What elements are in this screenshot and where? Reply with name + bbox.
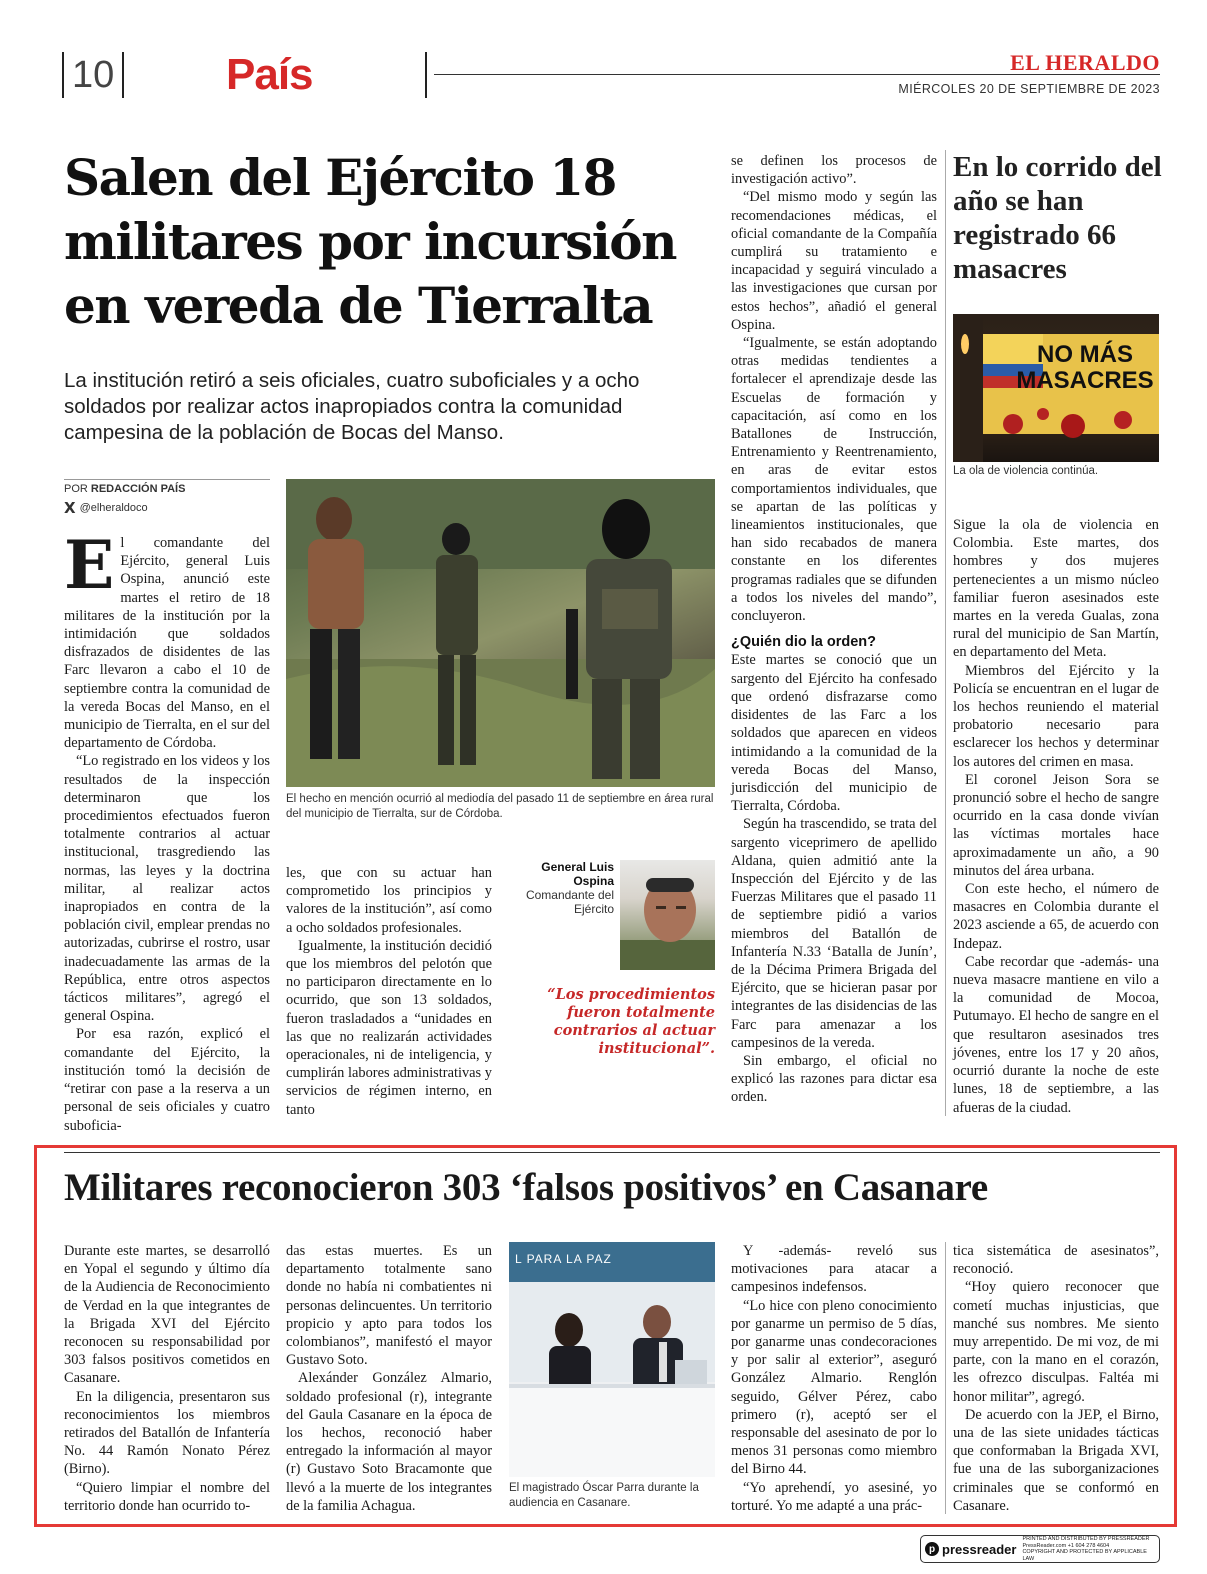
pressreader-notice	[1022, 1536, 1155, 1562]
paragraph: Cabe recordar que -además- una nueva masacre mantiene en vilo a la comunidad de Mocoa, Putumayo. El hecho de sangre en el que resultaron asesinados tres jóvenes, entre los 17 y 20 años, ocurrió durante la noche de este lunes, 18 de septiembre, a las afueras de la ciudad.	[953, 953, 1159, 1116]
pressreader-line-3: COPYRIGHT AND PROTECTED BY APPLICABLE LAW	[1022, 1549, 1147, 1562]
sign-line-1: NO MÁS	[1037, 341, 1133, 368]
second-article-rule	[64, 1152, 1160, 1153]
paragraph: Igualmente, la institución decidió que los miembros del pelotón que no participaron directamente en lo ocurrido, que son 13 soldados, fueron trasladados a “unidades en las que no realizarán actividades operacionales, ni de inteligencia, y cumplirán labores administrativas y servicios de régimen interno, en tanto	[286, 937, 492, 1118]
paragraph: Según ha trascendido, se trata del sargento viceprimero de apellido Aldana, quien admitió ante la Inspección del Ejército y de las Fuerzas Militares que el pasado 11 de septiembre pidió a varios miembros del Batallón de Infantería N.33 ‘Batalla de Junín’, de la Décima Primera Brigada del Ejército, que se hicieran pasar por integrantes de las disidencias de las Farc para amenazar a los campesinos de la vereda.	[731, 816, 937, 1051]
second-col-4	[953, 1242, 1159, 1517]
main-col-3	[731, 152, 937, 1124]
pressreader-brand: pressreader	[942, 1541, 1017, 1557]
paragraph: l comandante del Ejército, general Luis Ospina, anunció este martes el retiro de 18 militares de la institución por la intimidación que soldados disfrazados de disidentes de las Farc llevaron a cabo el 10 de septiembre contra la comunidad de la vereda Bocas del Manso, en el municipio de Tierralta, en el sur del departamento de Córdoba.	[64, 535, 270, 752]
page-number: 10	[62, 52, 124, 98]
sign-line-2: MASACRES	[1016, 367, 1154, 394]
sidebar-body	[953, 516, 1159, 1122]
paragraph: Este martes se conoció que un sargento del Ejército ha confesado que ordenó disfrazarse como disidentes de las Farc a los soldados que aparecen en videos intimidando a la comunidad de la vereda Bocas del Manso, jurisdicción del municipio de Tierralta, Córdoba.	[731, 652, 937, 815]
paragraph: “Yo aprehendí, yo asesiné, yo torturé. Yo me adapté a una prác-	[731, 1479, 937, 1514]
pressreader-badge[interactable]	[920, 1535, 1160, 1563]
paragraph: “Igualmente, se están adoptando otras medidas tendientes a fortalecer el aprendizaje desde las Escuelas de formación y capacitación, así como en los Batallones de Instrucción, Entrenamiento y Reentrenamiento, en aras de evitar estos comportamientos individuales, que se apartan de las políticas y lineamientos institucionales, que han sido recabados de manera constante en los diferentes programas radiales que se difunden a todos los niveles del mando”, concluyeron.	[731, 335, 937, 625]
section-title: País	[226, 50, 313, 99]
portrait-name: General Luis Ospina	[541, 860, 614, 888]
subtitle-question: ¿Quién dio la orden?	[731, 634, 876, 651]
pressreader-line-2: PressReader.com +1 604 278 4604	[1022, 1542, 1110, 1549]
hearing-photo-caption: El magistrado Óscar Parra durante la audiencia en Casanare.	[509, 1482, 699, 1509]
byline	[64, 483, 185, 495]
paragraph: Alexánder González Almario, soldado profesional (r), integrante del Gaula Casanare en la época de los hechos, reconoció haber entregado la información al mayor (r) Gustavo Soto Bracamonte que llevó a la muerte de los integrantes de la familia Achagua.	[286, 1370, 492, 1514]
paragraph: “Hoy quiero reconocer que cometí muchas injusticias, que manché sus nombres. Me siento muy arrepentido. De mi voz, de mi parte, con la mano en el corazón, les ofrezco disculpas. Faltéa mi honor militar”, agregó.	[953, 1279, 1159, 1405]
soldiers-photo	[286, 479, 715, 787]
paragraph: tica sistemática de asesinatos”, reconoció.	[953, 1243, 1159, 1278]
pressreader-logo	[925, 1542, 1016, 1557]
portrait-role: Comandante del Ejército	[525, 888, 614, 916]
sidebar-divider	[945, 150, 946, 1116]
second-col-3	[731, 1242, 937, 1517]
pressreader-line-1: PRINTED AND DISTRIBUTED BY PRESSREADER	[1022, 1536, 1150, 1542]
issue-date: MIÉRCOLES 20 DE SEPTIEMBRE DE 2023	[898, 82, 1160, 96]
social-handle[interactable]	[64, 499, 148, 517]
handle-text: @elheraldoco	[79, 502, 148, 514]
paragraph: “Lo hice con pleno conocimiento por ganarme un permiso de 5 días, por ganarme unas condecoraciones y por salir al exterior”, aseguró González Almario. Renglón seguido, Gélver Pérez, cabo primero (r), aceptó ser el responsable del asesinato de por lo menos 31 personas como miembro del Birno 44.	[731, 1297, 937, 1478]
main-headline: Salen del Ejército 18 militares por incursión en vereda de Tierralta	[64, 148, 676, 335]
soldiers-photo-caption: El hecho en mención ocurrió al mediodía del pasado 11 de septiembre en área rural del municipio de Tierralta, sur de Córdoba.	[286, 793, 714, 820]
hearing-photo	[509, 1242, 715, 1477]
paragraph: Miembros del Ejército y la Policía se encuentran en el lugar de los hechos reuniendo el material probatorio necesario para esclarecer los hechos y determinar los autores del crimen en masa.	[953, 662, 1159, 770]
paragraph: “Del mismo modo y según las recomendaciones médicas, el oficial comandante de la Compañía cumplirá su tratamiento e incapacidad y seguirá vinculado a las investigaciones que cursan por estos hechos”, añadió el general Ospina.	[731, 189, 937, 333]
general-portrait	[620, 860, 715, 970]
x-logo-icon: X	[64, 499, 76, 517]
dropcap: E	[64, 526, 115, 604]
pressreader-icon: p	[925, 1542, 939, 1556]
paragraph: Sin embargo, el oficial no explicó las razones para dictar esa orden.	[731, 1052, 937, 1106]
main-col-2	[286, 864, 492, 1124]
paragraph: les, que con su actuar han comprometido los principios y valores de la institución”, así como a ocho soldados profesionales.	[286, 865, 492, 936]
paragraph: Durante este martes, se desarrolló en Yopal el segundo y último día de la Audiencia de Reconocimiento de Verdad en la que integrantes de la Brigada XVI del Ejército reconocen su responsabilidad por 303 falsos positivos cometidos en Casanare.	[64, 1243, 270, 1387]
second-col-2	[286, 1242, 492, 1517]
paragraph: se definen los procesos de investigación activo”.	[731, 153, 937, 188]
protest-photo-caption: La ola de violencia continúa.	[953, 465, 1099, 477]
paragraph: Con este hecho, el número de masacres en Colombia durante el 2023 asciende a 65, de acuerdo con Indepaz.	[953, 881, 1159, 952]
second-col-1	[64, 1242, 270, 1517]
main-col-1	[64, 526, 270, 1134]
protest-photo	[953, 314, 1159, 462]
masthead: EL HERALDO	[1010, 50, 1160, 75]
paragraph: En la diligencia, presentaron sus reconocimientos los miembros retirados del Batallón de Infantería No. 44 Ramón Nonato Pérez (Birno).	[64, 1388, 270, 1478]
sign-text	[1011, 342, 1159, 394]
sidebar-title: En lo corrido del año se han registrado 66 masacres	[953, 151, 1162, 285]
paragraph: “Lo registrado en los videos y los resultados de la inspección determinaron que los procedimientos efectuados fueron totalmente contrarios al actuar institucional, trasgrediendo las normas, las leyes y la doctrina militar, al realizar actos inapropiados en contra de la población civil, emplear prendas no autorizadas, cubrirse el rostro, usar inadecuadamente las armas de la República, entre otros aspectos tácticos militares”, agregó el general Ospina.	[64, 753, 270, 1025]
pull-quote: “Los procedimientos fueron totalmente contrarios al actuar institucional”.	[547, 986, 715, 1057]
byline-author: REDACCIÓN PAÍS	[90, 483, 186, 495]
hearing-illustration	[509, 1242, 715, 1477]
portrait-label	[510, 860, 614, 916]
byline-rule	[64, 479, 270, 480]
header-divider	[425, 52, 427, 98]
soldiers-illustration	[286, 479, 715, 787]
general-portrait-illustration	[620, 860, 715, 970]
paragraph: Y -además- reveló sus motivaciones para atacar a campesinos indefensos.	[731, 1243, 937, 1296]
byline-prefix: POR	[64, 483, 88, 495]
second-col-divider	[945, 1242, 946, 1514]
second-headline: Militares reconocieron 303 ‘falsos positivos’ en Casanare	[64, 1166, 988, 1209]
paragraph: Por esa razón, explicó el comandante del Ejército, la institución tomó la decisión de “retirar con pase a la reserva a un personal de seis oficiales y cuatro suboficia-	[64, 1026, 270, 1134]
paragraph: El coronel Jeison Sora se pronunció sobre el hecho de sangre ocurrido en la casa donde vivían las víctimas mortales hace aproximadamente un año, a 90 minutos del área urbana.	[953, 771, 1159, 879]
paragraph: Sigue la ola de violencia en Colombia. Este martes, dos hombres y dos mujeres pertenecientes a un mismo núcleo familiar fueron asesinados este martes en la vereda Gualas, zona rural del municipio de San Martín, en departamento del Meta.	[953, 517, 1159, 661]
paragraph: das estas muertes. Es un departamento totalmente sano donde no había ni combatientes ni personas delincuentes. Un territorio propicio y apto para todos los colombianos”, manifestó el mayor Gustavo Soto.	[286, 1243, 492, 1369]
main-subhead: La institución retiró a seis oficiales, cuatro suboficiales y a ocho soldados por realizar actos inapropiados contra la comunidad campesina de la población de Bocas del Manso.	[64, 369, 640, 444]
paragraph: “Quiero limpiar el nombre del territorio donde han ocurrido to-	[64, 1479, 270, 1514]
banner-text: L PARA LA PAZ	[515, 1252, 612, 1266]
paragraph: De acuerdo con la JEP, el Birno, una de las siete unidades tácticas que conformaban la Brigada XVI, fue una de las suborganizaciones criminales que se conformó en Casanare.	[953, 1406, 1159, 1514]
